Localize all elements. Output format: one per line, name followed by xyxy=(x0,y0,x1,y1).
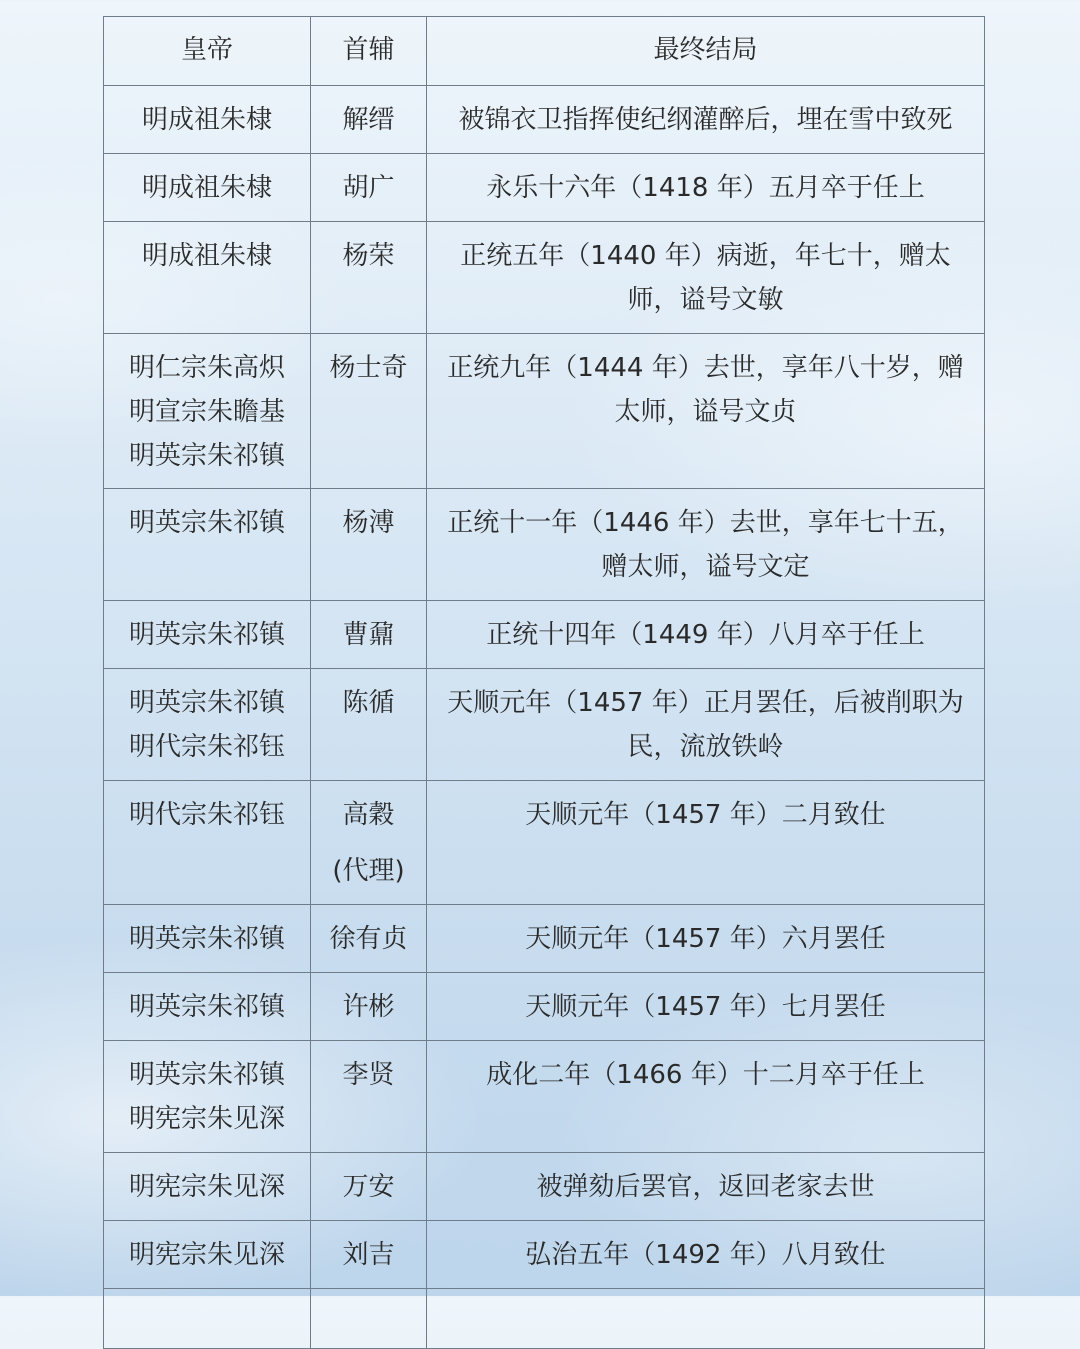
minister-name: 李贤 xyxy=(342,1060,395,1090)
minister-cell xyxy=(311,781,427,905)
outcome-cell: 天顺元年（1457 年）二月致仕 xyxy=(427,781,985,905)
acting-label: (代理) xyxy=(332,856,405,886)
minister-cell xyxy=(311,86,427,154)
emperor-name: 明英宗朱祁镇 xyxy=(128,441,285,471)
outcome-cell: 天顺元年（1457 年）正月罢任，后被削职为民，流放铁岭 xyxy=(427,669,985,781)
minister-name: 高穀 xyxy=(342,800,395,830)
table-row xyxy=(104,1289,985,1349)
emperor-cell xyxy=(104,1221,311,1289)
minister-name: 万安 xyxy=(342,1172,395,1202)
emperor-name: 明英宗朱祁镇 xyxy=(128,992,285,1022)
emperor-cell xyxy=(104,489,311,601)
minister-cell xyxy=(311,154,427,222)
table-header-row xyxy=(104,17,985,86)
minister-cell xyxy=(311,601,427,669)
outcome-cell: 被弹劾后罢官，返回老家去世 xyxy=(427,1153,985,1221)
minister-name: 杨士奇 xyxy=(329,353,408,383)
minister-name: 曹鼐 xyxy=(342,620,395,650)
table-row xyxy=(104,601,985,669)
emperor-name: 明代宗朱祁钰 xyxy=(128,800,285,830)
outcome-cell xyxy=(427,1289,985,1349)
minister-cell xyxy=(311,489,427,601)
outcome-cell: 天顺元年（1457 年）六月罢任 xyxy=(427,905,985,973)
emperor-name: 明英宗朱祁镇 xyxy=(128,620,285,650)
minister-cell xyxy=(311,905,427,973)
table-row xyxy=(104,334,985,489)
emperor-name: 明宪宗朱见深 xyxy=(128,1172,285,1202)
minister-name: 杨荣 xyxy=(342,241,395,271)
minister-cell xyxy=(311,669,427,781)
emperor-cell xyxy=(104,973,311,1041)
table-row xyxy=(104,154,985,222)
emperor-name: 明宪宗朱见深 xyxy=(128,1104,285,1134)
outcome-cell: 正统五年（1440 年）病逝，年七十，赠太师，谥号文敏 xyxy=(427,222,985,334)
emperor-cell xyxy=(104,222,311,334)
outcome-cell: 天顺元年（1457 年）七月罢任 xyxy=(427,973,985,1041)
minister-name: 杨溥 xyxy=(342,508,395,538)
table-row xyxy=(104,489,985,601)
emperor-name: 明英宗朱祁镇 xyxy=(128,508,285,538)
table-row xyxy=(104,86,985,154)
emperor-name: 明英宗朱祁镇 xyxy=(128,924,285,954)
emperor-name: 明英宗朱祁镇 xyxy=(128,1060,285,1090)
header-outcome: 最终结局 xyxy=(427,17,985,86)
header-minister: 首辅 xyxy=(311,17,427,86)
table-row xyxy=(104,973,985,1041)
emperor-name: 明成祖朱棣 xyxy=(141,241,272,271)
emperor-name: 明代宗朱祁钰 xyxy=(128,732,285,762)
outcome-cell: 正统十四年（1449 年）八月卒于任上 xyxy=(427,601,985,669)
minister-name: 许彬 xyxy=(342,992,395,1022)
outcome-cell: 永乐十六年（1418 年）五月卒于任上 xyxy=(427,154,985,222)
emperor-name: 明成祖朱棣 xyxy=(141,173,272,203)
minister-cell xyxy=(311,1221,427,1289)
table-row xyxy=(104,1041,985,1153)
outcome-cell: 被锦衣卫指挥使纪纲灌醉后，埋在雪中致死 xyxy=(427,86,985,154)
emperor-name: 明成祖朱棣 xyxy=(141,105,272,135)
outcome-cell: 正统九年（1444 年）去世，享年八十岁，赠太师，谥号文贞 xyxy=(427,334,985,489)
minister-name: 刘吉 xyxy=(342,1240,395,1270)
ministers-table xyxy=(103,16,985,1349)
header-emperor: 皇帝 xyxy=(104,17,311,86)
outcome-cell: 成化二年（1466 年）十二月卒于任上 xyxy=(427,1041,985,1153)
table-row xyxy=(104,222,985,334)
emperor-cell xyxy=(104,154,311,222)
emperor-cell xyxy=(104,1041,311,1153)
emperor-name: 明宪宗朱见深 xyxy=(128,1240,285,1270)
outcome-cell: 弘治五年（1492 年）八月致仕 xyxy=(427,1221,985,1289)
minister-cell xyxy=(311,1041,427,1153)
minister-cell xyxy=(311,334,427,489)
outcome-cell: 正统十一年（1446 年）去世，享年七十五，赠太师，谥号文定 xyxy=(427,489,985,601)
emperor-cell xyxy=(104,1289,311,1349)
emperor-cell xyxy=(104,781,311,905)
emperor-cell xyxy=(104,905,311,973)
emperor-cell xyxy=(104,334,311,489)
ministers-table-container xyxy=(103,16,984,1349)
emperor-name: 明英宗朱祁镇 xyxy=(128,688,285,718)
minister-cell xyxy=(311,222,427,334)
table-row xyxy=(104,1153,985,1221)
table-row xyxy=(104,781,985,905)
emperor-name: 明仁宗朱高炽 xyxy=(128,353,285,383)
emperor-cell xyxy=(104,601,311,669)
minister-cell xyxy=(311,1153,427,1221)
table-row xyxy=(104,669,985,781)
emperor-cell xyxy=(104,1153,311,1221)
emperor-cell xyxy=(104,86,311,154)
minister-cell xyxy=(311,1289,427,1349)
table-row xyxy=(104,1221,985,1289)
minister-name: 陈循 xyxy=(342,688,395,718)
minister-name: 解缙 xyxy=(342,105,395,135)
emperor-cell xyxy=(104,669,311,781)
emperor-name: 明宣宗朱瞻基 xyxy=(128,397,285,427)
minister-cell xyxy=(311,973,427,1041)
table-row xyxy=(104,905,985,973)
minister-name: 胡广 xyxy=(342,173,395,203)
minister-name: 徐有贞 xyxy=(329,924,408,954)
